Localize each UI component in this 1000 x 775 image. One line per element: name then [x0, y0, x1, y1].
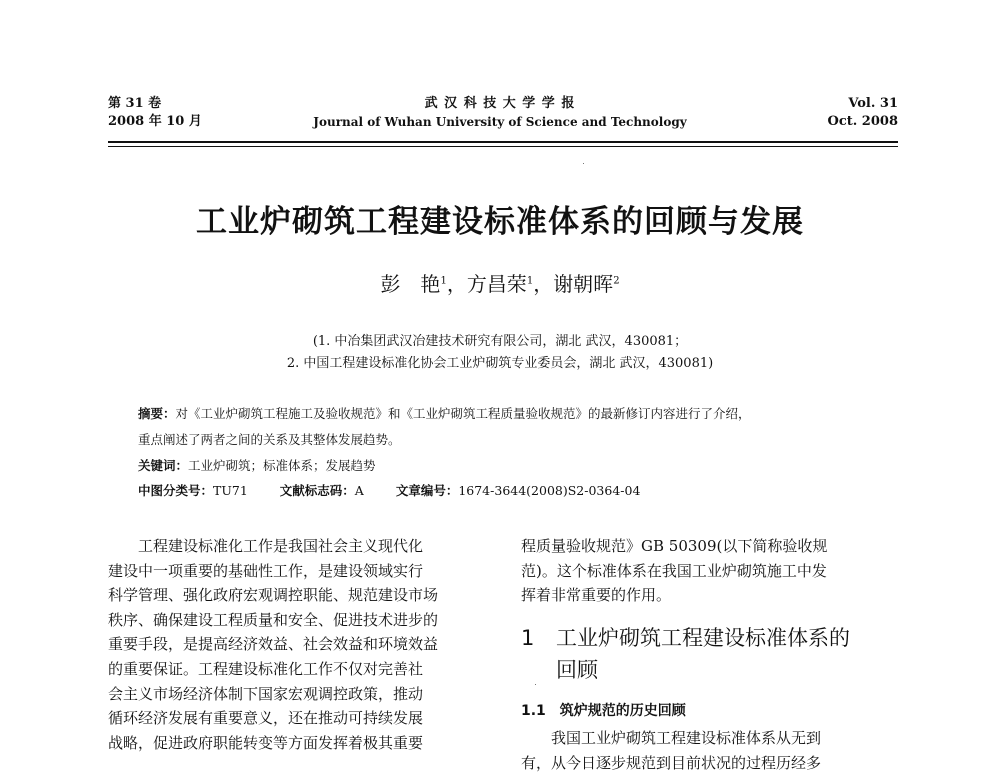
abstract-label: 摘要：	[138, 406, 176, 421]
doc-code-value: A	[354, 483, 364, 498]
classification-line	[138, 481, 898, 501]
body-line: 建设中一项重要的基础性工作，是建设领域实行	[108, 561, 424, 580]
body-line: 科学管理、强化政府宏观调控职能、规范建设市场	[108, 586, 439, 605]
affiliation-line: 2. 中国工程建设标准化协会工业炉砌筑专业委员会，湖北 武汉，430081)	[286, 356, 714, 371]
subsection-heading: 1.1 筑炉规范的历史回顾	[521, 703, 686, 719]
section-number: 1	[521, 626, 535, 650]
article-number-label: 文章编号：	[395, 483, 459, 498]
body-line: 程质量验收规范》GB 50309(以下简称验收规	[521, 537, 828, 555]
body-line: 工程建设标准化工作是我国社会主义现代化	[108, 537, 424, 555]
author-name: 谢朝晖	[553, 272, 614, 296]
article-number-value: 1674-3644(2008)S2-0364-04	[458, 483, 641, 498]
body-line: 有，从今日逐步规范到目前状况的过程历经多	[521, 753, 822, 772]
volume-cn: 第 31 卷	[108, 96, 162, 111]
right-column-paragraph	[521, 534, 898, 608]
body-line: 的重要保证。工程建设标准化工作不仅对完善社	[108, 659, 424, 678]
author-list	[0, 268, 1000, 297]
keywords-line	[138, 456, 898, 476]
date-cn: 2008 年 10 月	[108, 114, 202, 129]
abstract-line	[138, 404, 898, 424]
keywords-label: 关键词：	[138, 458, 189, 473]
header-rule-thin	[108, 146, 898, 147]
body-line: 范)。这个标准体系在我国工业炉砌筑施工中发	[521, 561, 827, 580]
author-name: 方昌荣	[466, 272, 527, 296]
doc-code-label: 文献标志码：	[279, 483, 355, 498]
body-line: 我国工业炉砌筑工程建设标准体系从无到	[521, 729, 822, 747]
body-line: 战略，促进政府职能转变等方面发挥着极其重要	[108, 733, 424, 752]
journal-title-cn: 武 汉 科 技 大 学 学 报	[424, 96, 576, 111]
date-en: Oct. 2008	[827, 114, 898, 129]
speck	[535, 684, 536, 685]
section-title-line: 工业炉砌筑工程建设标准体系的	[556, 626, 850, 650]
clc-value: TU71	[213, 483, 248, 498]
speck	[583, 163, 584, 164]
journal-title-en: Journal of Wuhan University of Science and Technology	[313, 115, 687, 129]
author-name: 彭 艳	[380, 272, 441, 296]
body-line: 秩序、确保建设工程质量和安全、促进技术进步的	[108, 610, 439, 629]
keywords-text: 工业炉砌筑；标准体系；发展趋势	[188, 458, 376, 473]
right-column-paragraph	[521, 726, 898, 775]
section-title	[556, 622, 898, 686]
author-affil-mark: 1	[440, 275, 447, 287]
left-column	[108, 534, 486, 755]
body-line: 挥着非常重要的作用。	[521, 586, 672, 605]
affiliation-line: (1. 中冶集团武汉冶建技术研究有限公司，湖北 武汉，430081；	[312, 334, 688, 349]
body-line: 重要手段，是提高经济效益、社会效益和环境效益	[108, 635, 439, 654]
author-separator: ，	[446, 272, 467, 296]
header-rule-thick	[108, 141, 898, 143]
abstract-line	[138, 430, 898, 450]
author-affil-mark: 2	[613, 275, 620, 287]
section-title-line: 回顾	[556, 658, 598, 682]
clc-label: 中图分类号：	[138, 483, 214, 498]
paper-title: 工业炉砌筑工程建设标准体系的回顾与发展	[196, 204, 804, 240]
author-affil-mark: 1	[526, 275, 534, 287]
abstract-text: 对《工业炉砌筑工程施工及验收规范》和《工业炉砌筑工程质量验收规范》的最新修订内容进行了介绍，	[175, 406, 751, 421]
volume-en: Vol. 31	[848, 96, 898, 111]
abstract-text: 重点阐述了两者之间的关系及其整体发展趋势。	[138, 432, 401, 447]
body-line: 会主义市场经济体制下国家宏观调控政策，推动	[108, 684, 424, 703]
body-line: 循环经济发展有重要意义，还在推动可持续发展	[108, 709, 424, 728]
author-separator: ，	[533, 272, 554, 296]
